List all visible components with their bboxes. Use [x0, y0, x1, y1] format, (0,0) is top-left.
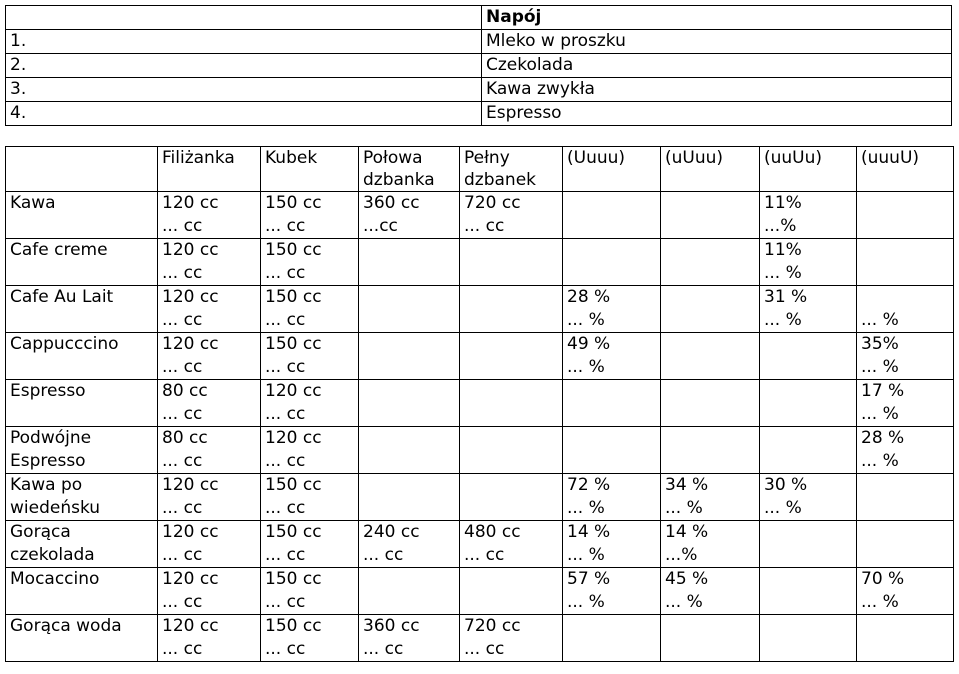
table-cell	[460, 239, 563, 263]
drink-list-row	[6, 78, 952, 102]
table-cell	[760, 333, 857, 357]
table-cell: ... cc	[261, 215, 359, 239]
table-cell: 120 cc	[158, 615, 261, 639]
table-row	[6, 286, 954, 310]
table-cell	[760, 638, 857, 662]
table-cell: 11%	[760, 192, 857, 216]
table-cell: ... cc	[460, 544, 563, 568]
table-cell	[661, 239, 760, 263]
drink-label-cell: Cappucccino	[6, 333, 158, 357]
drink-list-header-row	[6, 6, 952, 30]
table-row	[6, 262, 954, 286]
table-cell: ... %	[857, 591, 954, 615]
drink-list-row	[6, 54, 952, 78]
table-cell: ... cc	[261, 309, 359, 333]
table-row	[6, 450, 954, 474]
drink-list-row	[6, 102, 952, 126]
dosage-table	[5, 146, 954, 662]
table-cell: 49 %	[563, 333, 661, 357]
table-cell	[460, 474, 563, 498]
table-cell	[661, 333, 760, 357]
table-cell	[661, 192, 760, 216]
table-cell	[359, 591, 460, 615]
column-header	[158, 169, 261, 192]
table-cell: ... cc	[158, 450, 261, 474]
table-cell	[460, 450, 563, 474]
drink-label-cell: Espresso	[6, 450, 158, 474]
column-header	[563, 169, 661, 192]
table-cell	[359, 380, 460, 404]
table-cell: 120 cc	[158, 568, 261, 592]
table-row	[6, 192, 954, 216]
column-header: Kubek	[261, 147, 359, 170]
table-cell: 150 cc	[261, 521, 359, 545]
table-cell	[760, 450, 857, 474]
table-cell	[760, 521, 857, 545]
table-cell	[460, 497, 563, 521]
table-cell	[460, 427, 563, 451]
table-cell	[460, 380, 563, 404]
table-cell	[857, 521, 954, 545]
table-cell	[460, 286, 563, 310]
table-row	[6, 497, 954, 521]
table-cell: ... cc	[359, 544, 460, 568]
drink-label-cell	[6, 638, 158, 662]
table-row	[6, 568, 954, 592]
table-cell: 14 %	[661, 521, 760, 545]
table-cell	[460, 356, 563, 380]
table-cell	[359, 450, 460, 474]
column-header: (uuUu)	[760, 147, 857, 170]
table-cell: 120 cc	[158, 521, 261, 545]
table-cell: ... cc	[261, 591, 359, 615]
table-cell: ... %	[760, 262, 857, 286]
table-cell: 240 cc	[359, 521, 460, 545]
drink-label-cell	[6, 403, 158, 427]
table-cell: ... cc	[261, 262, 359, 286]
column-header: dzbanka	[359, 169, 460, 192]
table-cell: ... cc	[158, 356, 261, 380]
table-cell: 120 cc	[261, 380, 359, 404]
table-cell: ... cc	[261, 403, 359, 427]
table-cell	[460, 568, 563, 592]
table-cell: ... %	[760, 309, 857, 333]
table-cell: ... %	[857, 309, 954, 333]
table-cell: 28 %	[857, 427, 954, 451]
table-cell: 28 %	[563, 286, 661, 310]
table-cell	[857, 497, 954, 521]
table-cell: 34 %	[661, 474, 760, 498]
table-cell	[760, 427, 857, 451]
table-cell	[359, 497, 460, 521]
table-cell: 35%	[857, 333, 954, 357]
table-cell: ...cc	[359, 215, 460, 239]
table-cell: ... %	[857, 403, 954, 427]
table-cell	[563, 380, 661, 404]
drink-label-cell: Gorąca	[6, 521, 158, 545]
table-cell: ... cc	[158, 638, 261, 662]
table-cell: 14 %	[563, 521, 661, 545]
table-cell: 120 cc	[158, 474, 261, 498]
table-cell	[359, 427, 460, 451]
table-cell	[857, 239, 954, 263]
table-cell	[563, 239, 661, 263]
table-cell: 150 cc	[261, 474, 359, 498]
table-cell: ... %	[563, 544, 661, 568]
table-cell: 360 cc	[359, 615, 460, 639]
table-cell	[563, 638, 661, 662]
table-cell	[661, 215, 760, 239]
table-cell: 150 cc	[261, 615, 359, 639]
table-cell	[359, 286, 460, 310]
drink-label-cell: Mocaccino	[6, 568, 158, 592]
table-cell: ... cc	[158, 309, 261, 333]
column-header	[857, 169, 954, 192]
drink-list-row	[6, 30, 952, 54]
drink-number: 2.	[6, 54, 482, 78]
drink-label-cell: Cafe Au Lait	[6, 286, 158, 310]
table-cell: ... cc	[460, 215, 563, 239]
table-cell: 150 cc	[261, 333, 359, 357]
column-header: (uUuu)	[661, 147, 760, 170]
drink-label-cell	[6, 591, 158, 615]
table-row	[6, 427, 954, 451]
drink-label-cell	[6, 356, 158, 380]
table-cell	[563, 215, 661, 239]
table-cell: ... %	[661, 497, 760, 521]
column-header	[6, 169, 158, 192]
drink-label-cell	[6, 309, 158, 333]
table-cell	[661, 309, 760, 333]
table-row	[6, 356, 954, 380]
table-cell: 17 %	[857, 380, 954, 404]
table-cell	[460, 333, 563, 357]
table-cell: 360 cc	[359, 192, 460, 216]
drink-label-cell	[6, 215, 158, 239]
table-cell	[661, 286, 760, 310]
table-row	[6, 380, 954, 404]
column-header	[760, 169, 857, 192]
table-cell: ... cc	[158, 403, 261, 427]
drink-name: Mleko w proszku	[482, 30, 952, 54]
table-cell: 31 %	[760, 286, 857, 310]
table-cell: ... cc	[261, 356, 359, 380]
table-cell	[460, 262, 563, 286]
table-cell	[359, 239, 460, 263]
table-row	[6, 615, 954, 639]
drink-number: 1.	[6, 30, 482, 54]
drink-number: 4.	[6, 102, 482, 126]
table-cell	[661, 450, 760, 474]
column-header: Filiżanka	[158, 147, 261, 170]
table-cell	[359, 262, 460, 286]
table-cell	[857, 215, 954, 239]
table-cell	[661, 380, 760, 404]
table-cell	[563, 192, 661, 216]
table-cell	[857, 615, 954, 639]
table-cell: 720 cc	[460, 192, 563, 216]
table-cell	[857, 192, 954, 216]
table-cell: 45 %	[661, 568, 760, 592]
table-cell	[760, 591, 857, 615]
drink-number: 3.	[6, 78, 482, 102]
drink-label-cell: Podwójne	[6, 427, 158, 451]
table-row	[6, 333, 954, 357]
table-cell: ... %	[563, 309, 661, 333]
table-cell	[563, 403, 661, 427]
table-cell: ... cc	[261, 450, 359, 474]
drink-list-header-blank	[6, 6, 482, 30]
table-cell	[857, 474, 954, 498]
table-row	[6, 403, 954, 427]
table-cell: 150 cc	[261, 192, 359, 216]
table-cell: ... %	[661, 591, 760, 615]
column-header: Połowa	[359, 147, 460, 170]
column-header	[6, 147, 158, 170]
table-cell	[460, 591, 563, 615]
table-row	[6, 474, 954, 498]
table-cell: 120 cc	[158, 192, 261, 216]
table-cell: ... cc	[158, 497, 261, 521]
table-cell	[661, 403, 760, 427]
drink-label-cell	[6, 262, 158, 286]
drink-label-cell: Espresso	[6, 380, 158, 404]
table-row	[6, 309, 954, 333]
table-row	[6, 591, 954, 615]
table-cell: 11%	[760, 239, 857, 263]
table-cell	[661, 262, 760, 286]
table-cell: 70 %	[857, 568, 954, 592]
table-cell: 150 cc	[261, 239, 359, 263]
table-cell	[359, 568, 460, 592]
table-cell	[563, 450, 661, 474]
table-cell: 80 cc	[158, 380, 261, 404]
table-cell: ... cc	[261, 497, 359, 521]
drink-name: Kawa zwykła	[482, 78, 952, 102]
table-cell	[359, 309, 460, 333]
table-cell	[460, 403, 563, 427]
table-cell: ...%	[760, 215, 857, 239]
table-cell: ... cc	[261, 638, 359, 662]
table-row	[6, 239, 954, 263]
column-header	[261, 169, 359, 192]
table-cell	[857, 286, 954, 310]
column-header: (uuuU)	[857, 147, 954, 170]
drink-label-cell: Gorąca woda	[6, 615, 158, 639]
table-cell	[359, 333, 460, 357]
table-cell: 120 cc	[261, 427, 359, 451]
table-row	[6, 521, 954, 545]
column-header	[661, 169, 760, 192]
drink-name: Czekolada	[482, 54, 952, 78]
column-header: (Uuuu)	[563, 147, 661, 170]
table-cell	[760, 544, 857, 568]
drink-label-cell: czekolada	[6, 544, 158, 568]
drink-label-cell: Kawa po	[6, 474, 158, 498]
table-cell	[661, 427, 760, 451]
table-cell	[563, 262, 661, 286]
table-cell: 120 cc	[158, 286, 261, 310]
table-cell	[760, 403, 857, 427]
drink-list-title: Napój	[482, 6, 952, 30]
table-row	[6, 638, 954, 662]
table-cell	[857, 262, 954, 286]
table-cell: 80 cc	[158, 427, 261, 451]
table-cell	[661, 615, 760, 639]
table-cell: 150 cc	[261, 286, 359, 310]
table-cell: 150 cc	[261, 568, 359, 592]
table-cell: 120 cc	[158, 239, 261, 263]
table-cell: 120 cc	[158, 333, 261, 357]
table-cell: ... %	[563, 356, 661, 380]
column-header: dzbanek	[460, 169, 563, 192]
table-cell: ... cc	[158, 544, 261, 568]
table-row	[6, 544, 954, 568]
drink-label-cell: Cafe creme	[6, 239, 158, 263]
table-cell: ... %	[857, 450, 954, 474]
table-cell	[760, 615, 857, 639]
table-cell: ... %	[563, 591, 661, 615]
table-cell	[857, 544, 954, 568]
drink-name: Espresso	[482, 102, 952, 126]
table-cell	[563, 615, 661, 639]
table-cell: ... cc	[261, 544, 359, 568]
table-cell: ... cc	[158, 262, 261, 286]
table-cell: ... %	[857, 356, 954, 380]
table-cell	[760, 356, 857, 380]
table-cell	[760, 380, 857, 404]
table-cell	[760, 568, 857, 592]
table-cell: ...%	[661, 544, 760, 568]
table-cell	[359, 403, 460, 427]
header-row	[6, 147, 954, 170]
table-cell	[857, 638, 954, 662]
table-cell: ... %	[760, 497, 857, 521]
drink-label-cell: Kawa	[6, 192, 158, 216]
table-cell: 720 cc	[460, 615, 563, 639]
table-cell	[359, 474, 460, 498]
table-cell	[359, 356, 460, 380]
table-cell	[563, 427, 661, 451]
table-cell: 30 %	[760, 474, 857, 498]
table-row	[6, 215, 954, 239]
table-cell	[460, 309, 563, 333]
table-cell	[661, 638, 760, 662]
table-cell	[661, 356, 760, 380]
table-cell: ... cc	[158, 591, 261, 615]
drink-label-cell: wiedeńsku	[6, 497, 158, 521]
table-cell: ... cc	[158, 215, 261, 239]
table-cell: 57 %	[563, 568, 661, 592]
table-cell: ... cc	[359, 638, 460, 662]
table-cell: 480 cc	[460, 521, 563, 545]
table-cell: 72 %	[563, 474, 661, 498]
drink-list-table	[5, 5, 952, 126]
column-header: Pełny	[460, 147, 563, 170]
table-cell: ... cc	[460, 638, 563, 662]
table-cell: ... %	[563, 497, 661, 521]
header-row	[6, 169, 954, 192]
